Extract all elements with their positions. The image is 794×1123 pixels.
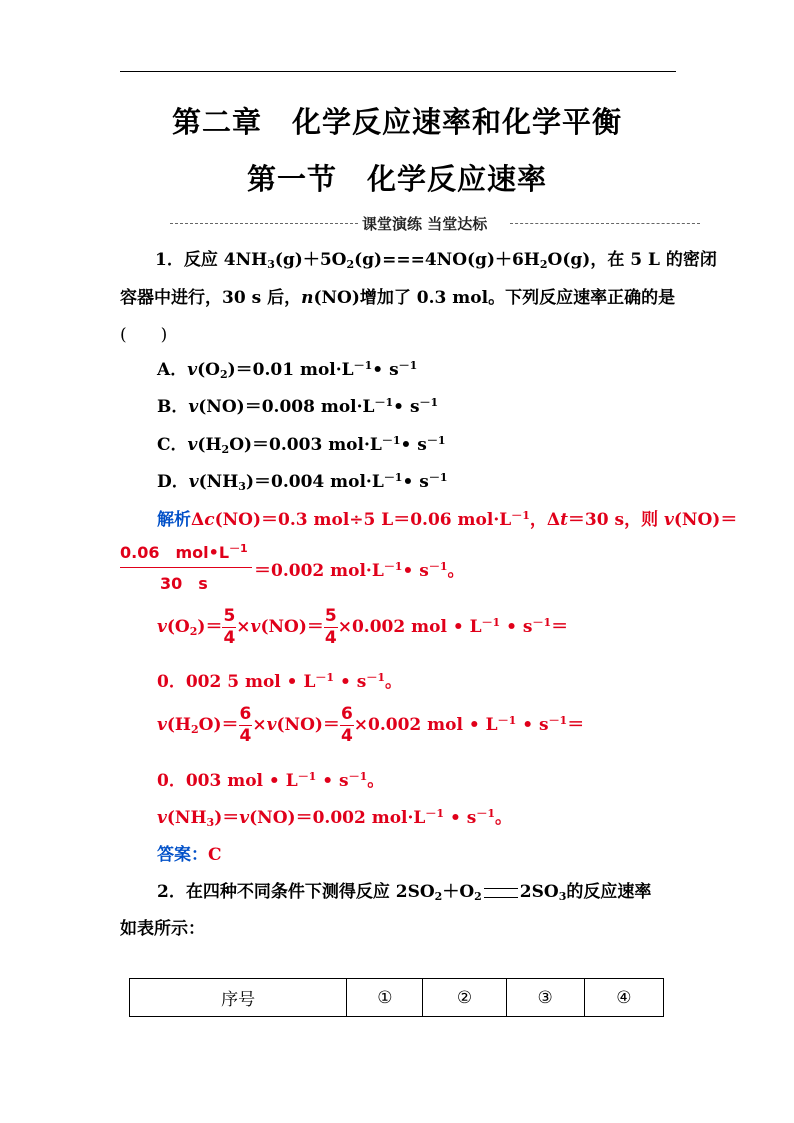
analysis-fraction (120, 540, 252, 594)
table-header-cell: ② (423, 979, 506, 1017)
q1-answer-paren: ( ) (120, 325, 168, 345)
answer-value: C (208, 845, 222, 865)
banner-text: 课堂演练 当堂达标 (362, 215, 488, 233)
analysis-h2o-result: 0．003 mol • $L^{-1}$ • $s^{-1}$。 (157, 770, 385, 791)
answer-line (157, 840, 222, 865)
q1-stem-line2: 容器中进行，30 s 后，n(NO)增加了 0.3 mol。下列反应速率正确的是 (120, 288, 676, 308)
analysis-line1: 解析Δc(NO)＝0.3 mol÷5 L＝0.06 $mol\cdot L^{-1}$，Δt＝30 s，则 v(NO)＝ (157, 509, 738, 530)
chapter-title: 第二章 化学反应速率和化学平衡 (171, 105, 622, 139)
table-header-cell: ④ (584, 979, 663, 1017)
banner-dash-left (170, 223, 358, 224)
analysis-label: 解析 (157, 510, 191, 530)
fraction-denominator: 30 s (160, 574, 208, 593)
fraction-6-4: $\frac{6}{4}$ (340, 704, 353, 746)
fraction-6-4: $\frac{6}{4}$ (239, 704, 252, 746)
section-title: 第一节 化学反应速率 (246, 162, 547, 196)
analysis-line2: ＝0.002 $mol\cdot L^{-1}•$ $s^{-1}$。 (254, 560, 465, 581)
analysis-h2o-line: $v(H_2O)=$ $\frac{6}{4}$ ×v(NO)＝ $\frac{6}{4}$ ×0.002 mol • $L^{-1}$ • $s^{-1}=$ (157, 704, 585, 746)
analysis-o2-line: $v(O_2)=$ $\frac{5}{4}$ ×v(NO)＝ $\frac{5}{4}$ ×0.002 mol • $L^{-1}$ • $s^{-1}=$ (157, 606, 569, 648)
fraction-5-4: $\frac{5}{4}$ (223, 606, 236, 648)
table-header-cell: ③ (506, 979, 584, 1017)
q1-option-b: B．v(NO)＝0.008 $mol\cdot L^{-1}•$ $s^{-1}$ (157, 396, 439, 417)
banner-dash-right (510, 223, 700, 224)
q2-stem-line1: 2．在四种不同条件下测得反应 $2SO_2+O_2$ $2SO_3$的反应速率 (157, 882, 652, 903)
analysis-nh3-line: $v(NH_3)=v(NO)=0.002$ $mol\cdot L^{-1}$ • $s^{-1}$。 (157, 807, 512, 829)
table-row (130, 979, 664, 1017)
analysis-o2-result: 0．002 5 mol • $L^{-1}$ • $s^{-1}$。 (157, 671, 403, 692)
answer-label: 答案： (157, 845, 208, 865)
table-header-cell: ① (347, 979, 423, 1017)
section-banner (170, 213, 700, 233)
rate-table (129, 978, 664, 1017)
q1-option-a: A．$v(O_2)=0.01$ $mol\cdot L^{-1}•$ $s^{-1}$ (157, 359, 418, 381)
q2-stem-line2: 如表所示： (120, 919, 205, 939)
fraction-numerator: 0.06 $mol•L^{-1}$ (120, 540, 252, 568)
fraction-5-4: $\frac{5}{4}$ (324, 606, 337, 648)
q1-option-d: D．$v(NH_3)=0.004$ $mol\cdot L^{-1}•$ $s^{-1}$ (157, 471, 448, 493)
table-header-cell: 序号 (130, 979, 347, 1017)
q1-option-c: C．$v(H_2O)=0.003$ $mol\cdot L^{-1}•$ $s^{-1}$ (157, 434, 446, 456)
header-rule (120, 71, 676, 72)
q1-stem-line1: 1．反应 $4NH_3(g)+5O_2(g)===4NO(g)+6H_2O(g)$，在 5 L 的密闭 (155, 250, 717, 271)
equilibrium-arrow-icon (484, 888, 518, 898)
